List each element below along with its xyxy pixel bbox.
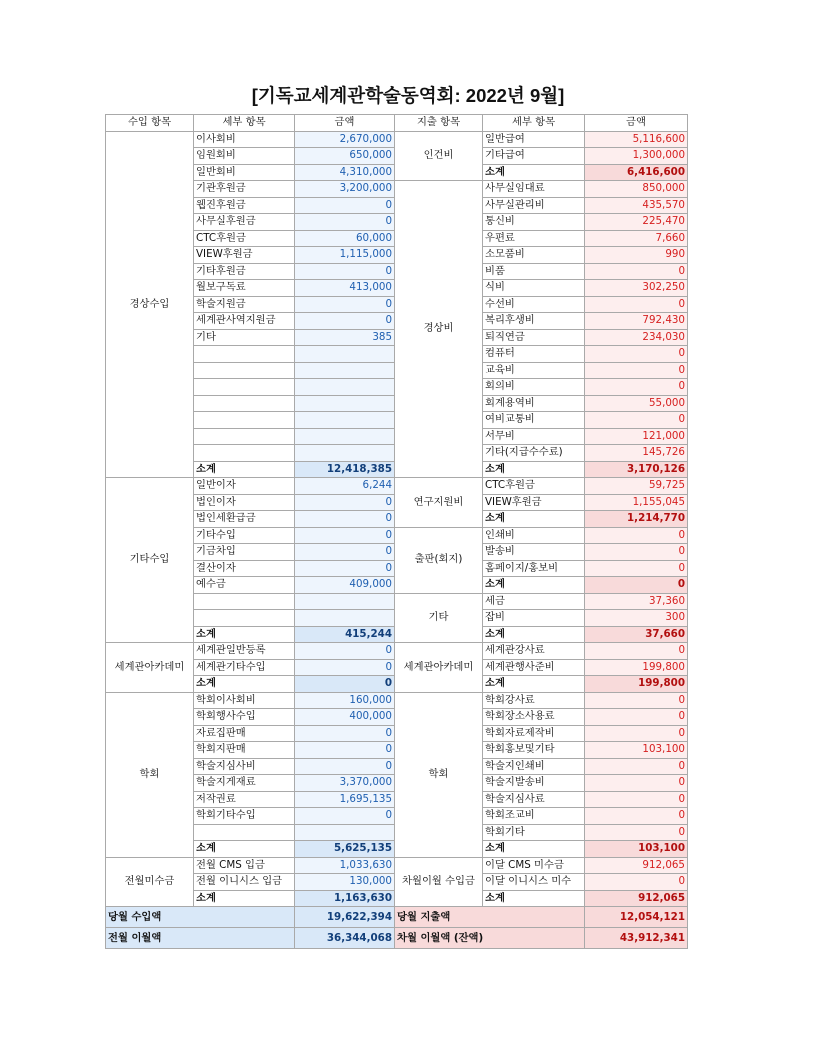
income-item-name: 학술지심사비 — [194, 758, 295, 775]
expense-item-amount: 912,065 — [585, 857, 688, 874]
income-item-name — [194, 412, 295, 429]
expense-item-amount: 225,470 — [585, 214, 688, 231]
expense-item-name: 이달 CMS 미수금 — [483, 857, 585, 874]
expense-item-name: 이달 이니시스 미수 — [483, 874, 585, 891]
expense-item-name: 학회홍보및기타 — [483, 742, 585, 759]
income-item-amount: 0 — [295, 742, 395, 759]
expense-item-name: 학회조교비 — [483, 808, 585, 825]
expense-item-amount: 0 — [585, 775, 688, 792]
expense-item-amount: 302,250 — [585, 280, 688, 297]
income-item-amount: 1,695,135 — [295, 791, 395, 808]
income-item-name: VIEW후원금 — [194, 247, 295, 264]
income-item-name: 웹진후원금 — [194, 197, 295, 214]
expense-subtotal-amount: 103,100 — [585, 841, 688, 858]
expense-item-header: 세부 항목 — [483, 115, 585, 132]
expense-item-amount: 850,000 — [585, 181, 688, 198]
income-item-name: 기금차입 — [194, 544, 295, 561]
expense-item-name: 사무실임대료 — [483, 181, 585, 198]
expense-item-name: 소모품비 — [483, 247, 585, 264]
income-subtotal-label: 소계 — [194, 626, 295, 643]
expense-item-amount: 0 — [585, 544, 688, 561]
income-item-name: 결산이자 — [194, 560, 295, 577]
expense-item-name: 세금 — [483, 593, 585, 610]
expense-item-name: 세계관행사준비 — [483, 659, 585, 676]
expense-subtotal-amount: 0 — [585, 577, 688, 594]
expense-item-name: 학회기타 — [483, 824, 585, 841]
expense-item-amount: 792,430 — [585, 313, 688, 330]
table-row — [106, 643, 688, 660]
carryover-row — [106, 928, 688, 949]
expense-item-amount: 199,800 — [585, 659, 688, 676]
expense-subtotal-amount: 6,416,600 — [585, 164, 688, 181]
expense-item-amount: 37,360 — [585, 593, 688, 610]
expense-item-amount: 103,100 — [585, 742, 688, 759]
expense-item-name: 복리후생비 — [483, 313, 585, 330]
expense-category: 경상비 — [395, 181, 483, 478]
expense-item-amount: 0 — [585, 296, 688, 313]
expense-item-amount: 435,570 — [585, 197, 688, 214]
expense-item-amount: 5,116,600 — [585, 131, 688, 148]
expense-item-amount: 0 — [585, 379, 688, 396]
income-item-name: 일반회비 — [194, 164, 295, 181]
expense-amount-header: 금액 — [585, 115, 688, 132]
expense-item-amount: 300 — [585, 610, 688, 627]
expense-item-name: 학회자료제작비 — [483, 725, 585, 742]
expense-item-name: 서무비 — [483, 428, 585, 445]
income-item-amount: 4,310,000 — [295, 164, 395, 181]
budget-table — [105, 114, 688, 949]
expense-item-name: 학회장소사용료 — [483, 709, 585, 726]
expense-item-amount: 0 — [585, 527, 688, 544]
expense-subtotal-label: 소계 — [483, 511, 585, 528]
next-carryover-label: 차월 이월액 (잔액) — [395, 928, 585, 949]
expense-category: 연구지원비 — [395, 478, 483, 528]
income-item-name: 학회기타수입 — [194, 808, 295, 825]
income-item-amount: 0 — [295, 659, 395, 676]
expense-item-name: 인쇄비 — [483, 527, 585, 544]
income-item-name: 사무실후원금 — [194, 214, 295, 231]
income-item-name: 기타 — [194, 329, 295, 346]
expense-category-header: 지출 항목 — [395, 115, 483, 132]
monthly-expense-value: 12,054,121 — [585, 907, 688, 928]
expense-item-amount: 0 — [585, 758, 688, 775]
income-item-amount: 1,033,630 — [295, 857, 395, 874]
income-subtotal-amount: 1,163,630 — [295, 890, 395, 907]
income-item-name: 전월 이니시스 입금 — [194, 874, 295, 891]
table-row — [106, 527, 688, 544]
expense-item-name: 잡비 — [483, 610, 585, 627]
income-item-name: 기관후원금 — [194, 181, 295, 198]
income-item-name: 전월 CMS 입금 — [194, 857, 295, 874]
income-item-name — [194, 346, 295, 363]
expense-subtotal-amount: 3,170,126 — [585, 461, 688, 478]
expense-subtotal-label: 소계 — [483, 626, 585, 643]
income-item-amount: 3,370,000 — [295, 775, 395, 792]
expense-item-name: 회계용역비 — [483, 395, 585, 412]
income-item-amount: 0 — [295, 511, 395, 528]
expense-item-name: 기타(지급수수료) — [483, 445, 585, 462]
expense-item-amount: 234,030 — [585, 329, 688, 346]
expense-item-name: 홈페이지/홍보비 — [483, 560, 585, 577]
monthly-total-row — [106, 907, 688, 928]
expense-category: 출판(회지) — [395, 527, 483, 593]
income-item-name: 법인세환급금 — [194, 511, 295, 528]
income-category: 전월미수금 — [106, 857, 194, 907]
header-row — [106, 115, 688, 132]
income-item-amount: 0 — [295, 296, 395, 313]
income-item-name — [194, 824, 295, 841]
expense-item-amount: 0 — [585, 263, 688, 280]
expense-item-amount: 0 — [585, 692, 688, 709]
income-item-name: 학회행사수입 — [194, 709, 295, 726]
expense-item-name: 비품 — [483, 263, 585, 280]
income-item-amount: 130,000 — [295, 874, 395, 891]
income-category: 경상수입 — [106, 131, 194, 478]
income-item-name: 월보구독료 — [194, 280, 295, 297]
income-subtotal-label: 소계 — [194, 841, 295, 858]
income-item-amount — [295, 412, 395, 429]
income-item-amount — [295, 379, 395, 396]
income-item-amount: 0 — [295, 725, 395, 742]
income-item-amount: 413,000 — [295, 280, 395, 297]
expense-category: 학회 — [395, 692, 483, 857]
income-item-name: 자료집판매 — [194, 725, 295, 742]
expense-item-amount: 59,725 — [585, 478, 688, 495]
income-item-amount: 0 — [295, 197, 395, 214]
expense-item-name: 사무실관리비 — [483, 197, 585, 214]
expense-subtotal-label: 소계 — [483, 164, 585, 181]
income-item-amount — [295, 346, 395, 363]
expense-item-amount: 1,155,045 — [585, 494, 688, 511]
income-item-name: 세계관일반등록 — [194, 643, 295, 660]
expense-item-amount: 0 — [585, 643, 688, 660]
monthly-expense-label: 당월 지출액 — [395, 907, 585, 928]
income-amount-header: 금액 — [295, 115, 395, 132]
expense-item-amount: 0 — [585, 824, 688, 841]
income-item-name: 세계관사역지원금 — [194, 313, 295, 330]
previous-carryover-label: 전월 이월액 — [106, 928, 295, 949]
expense-item-amount: 55,000 — [585, 395, 688, 412]
expense-item-name: 학술지발송비 — [483, 775, 585, 792]
income-item-name: 기타후원금 — [194, 263, 295, 280]
income-subtotal-amount: 415,244 — [295, 626, 395, 643]
income-item-amount: 0 — [295, 544, 395, 561]
income-item-amount: 60,000 — [295, 230, 395, 247]
income-item-amount: 3,200,000 — [295, 181, 395, 198]
income-category-header: 수입 항목 — [106, 115, 194, 132]
income-item-amount — [295, 593, 395, 610]
income-item-name: 기타수입 — [194, 527, 295, 544]
income-item-amount: 400,000 — [295, 709, 395, 726]
expense-item-amount: 0 — [585, 346, 688, 363]
expense-subtotal-label: 소계 — [483, 676, 585, 693]
expense-item-name: CTC후원금 — [483, 478, 585, 495]
expense-item-amount: 145,726 — [585, 445, 688, 462]
income-item-name: 학술지게재료 — [194, 775, 295, 792]
expense-item-amount: 0 — [585, 709, 688, 726]
income-item-amount: 1,115,000 — [295, 247, 395, 264]
expense-item-amount: 0 — [585, 791, 688, 808]
income-item-amount: 409,000 — [295, 577, 395, 594]
expense-item-name: 교육비 — [483, 362, 585, 379]
income-item-amount — [295, 395, 395, 412]
income-item-amount: 0 — [295, 643, 395, 660]
expense-item-name: 수선비 — [483, 296, 585, 313]
expense-item-name: 퇴직연금 — [483, 329, 585, 346]
expense-item-name: 회의비 — [483, 379, 585, 396]
income-item-amount: 0 — [295, 263, 395, 280]
expense-item-amount: 0 — [585, 362, 688, 379]
page-title: [기독교세계관학술동역회: 2022년 9월] — [251, 85, 565, 106]
income-item-amount — [295, 362, 395, 379]
income-subtotal-amount: 0 — [295, 676, 395, 693]
income-item-amount: 385 — [295, 329, 395, 346]
expense-item-amount: 0 — [585, 725, 688, 742]
expense-item-name: 세계관강사료 — [483, 643, 585, 660]
income-item-name: 임원회비 — [194, 148, 295, 165]
income-category: 학회 — [106, 692, 194, 857]
income-item-amount: 0 — [295, 808, 395, 825]
ledger-body — [106, 115, 688, 949]
expense-category: 인건비 — [395, 131, 483, 181]
income-item-name: 일반이자 — [194, 478, 295, 495]
income-subtotal-amount: 12,418,385 — [295, 461, 395, 478]
expense-item-name: 우편료 — [483, 230, 585, 247]
expense-item-amount: 121,000 — [585, 428, 688, 445]
income-item-name: 저작권료 — [194, 791, 295, 808]
income-item-name: CTC후원금 — [194, 230, 295, 247]
income-item-name: 학회지판매 — [194, 742, 295, 759]
table-row — [106, 181, 688, 198]
income-item-amount: 0 — [295, 527, 395, 544]
income-subtotal-amount: 5,625,135 — [295, 841, 395, 858]
table-row — [106, 478, 688, 495]
expense-category: 기타 — [395, 593, 483, 643]
table-row — [106, 593, 688, 610]
income-subtotal-label: 소계 — [194, 676, 295, 693]
income-item-amount: 0 — [295, 214, 395, 231]
table-row — [106, 692, 688, 709]
table-row — [106, 131, 688, 148]
expense-item-amount: 0 — [585, 874, 688, 891]
expense-subtotal-label: 소계 — [483, 890, 585, 907]
income-item-header: 세부 항목 — [194, 115, 295, 132]
expense-item-name: 학회강사료 — [483, 692, 585, 709]
income-item-amount — [295, 428, 395, 445]
expense-item-name: 학술지심사료 — [483, 791, 585, 808]
expense-subtotal-amount: 37,660 — [585, 626, 688, 643]
expense-category: 차월이월 수입금 — [395, 857, 483, 907]
income-item-name — [194, 362, 295, 379]
next-carryover-value: 43,912,341 — [585, 928, 688, 949]
expense-item-amount: 7,660 — [585, 230, 688, 247]
income-subtotal-label: 소계 — [194, 461, 295, 478]
monthly-income-label: 당월 수입액 — [106, 907, 295, 928]
income-item-name — [194, 428, 295, 445]
monthly-income-value: 19,622,394 — [295, 907, 395, 928]
income-item-amount: 650,000 — [295, 148, 395, 165]
income-category: 기타수입 — [106, 478, 194, 643]
expense-subtotal-amount: 912,065 — [585, 890, 688, 907]
income-subtotal-label: 소계 — [194, 890, 295, 907]
income-item-name — [194, 379, 295, 396]
table-row — [106, 857, 688, 874]
expense-item-name: 여비교통비 — [483, 412, 585, 429]
expense-item-name: 식비 — [483, 280, 585, 297]
expense-item-name: 학술지인쇄비 — [483, 758, 585, 775]
income-item-name: 학회이사회비 — [194, 692, 295, 709]
income-item-name: 학술지원금 — [194, 296, 295, 313]
income-item-amount: 0 — [295, 313, 395, 330]
income-category: 세계관아카데미 — [106, 643, 194, 693]
expense-item-amount: 0 — [585, 808, 688, 825]
income-item-amount — [295, 824, 395, 841]
income-item-amount: 160,000 — [295, 692, 395, 709]
expense-subtotal-label: 소계 — [483, 577, 585, 594]
income-item-name — [194, 445, 295, 462]
expense-item-name: 컴퓨터 — [483, 346, 585, 363]
expense-item-name: 통신비 — [483, 214, 585, 231]
income-item-name — [194, 593, 295, 610]
income-item-name: 세계관기타수입 — [194, 659, 295, 676]
income-item-amount: 0 — [295, 494, 395, 511]
income-item-name: 예수금 — [194, 577, 295, 594]
income-item-amount: 0 — [295, 560, 395, 577]
expense-subtotal-label: 소계 — [483, 841, 585, 858]
expense-item-amount: 0 — [585, 560, 688, 577]
expense-item-amount: 0 — [585, 412, 688, 429]
income-item-amount — [295, 445, 395, 462]
income-item-name — [194, 395, 295, 412]
expense-subtotal-amount: 1,214,770 — [585, 511, 688, 528]
expense-subtotal-amount: 199,800 — [585, 676, 688, 693]
income-item-amount: 2,670,000 — [295, 131, 395, 148]
expense-subtotal-label: 소계 — [483, 461, 585, 478]
income-item-amount — [295, 610, 395, 627]
expense-item-name: VIEW후원금 — [483, 494, 585, 511]
expense-item-name: 일반급여 — [483, 131, 585, 148]
expense-item-amount: 1,300,000 — [585, 148, 688, 165]
expense-item-name: 기타급여 — [483, 148, 585, 165]
income-item-name — [194, 610, 295, 627]
expense-category: 세계관아카데미 — [395, 643, 483, 693]
income-item-amount: 6,244 — [295, 478, 395, 495]
income-item-name: 법인이자 — [194, 494, 295, 511]
income-item-name: 이사회비 — [194, 131, 295, 148]
expense-item-name: 발송비 — [483, 544, 585, 561]
income-item-amount: 0 — [295, 758, 395, 775]
expense-item-amount: 990 — [585, 247, 688, 264]
previous-carryover-value: 36,344,068 — [295, 928, 395, 949]
